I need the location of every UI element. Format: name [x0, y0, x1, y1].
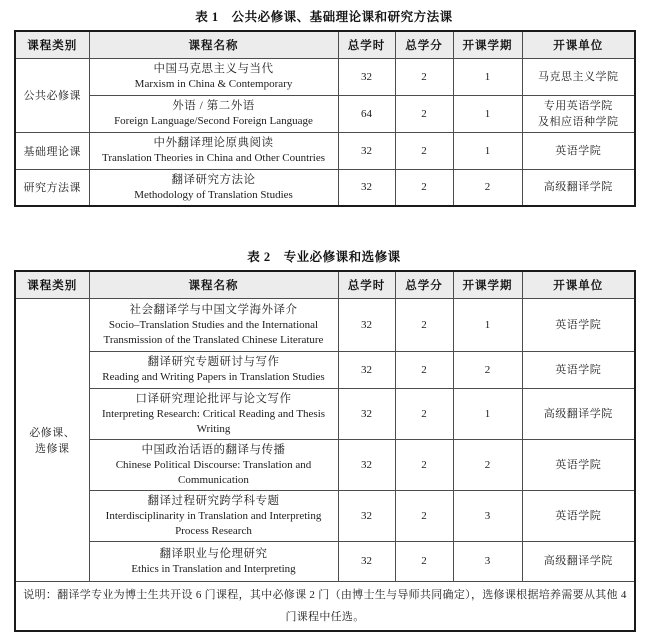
category-line2: 选修课 — [35, 442, 70, 455]
course-name-zh: 翻译职业与伦理研究 — [159, 547, 268, 560]
total-credits-cell: 2 — [395, 169, 453, 206]
course-name-cell — [89, 169, 338, 206]
offering-unit-cell: 英语学院 — [522, 439, 635, 490]
course-name-zh: 中国马克思主义与当代 — [153, 63, 274, 75]
course-name-cell — [89, 490, 338, 541]
category-cell: 公共必修课 — [15, 58, 89, 132]
table-row — [15, 95, 635, 132]
course-name-zh: 翻译研究专题研讨与写作 — [147, 356, 280, 368]
col-header-course-name: 课程名称 — [89, 271, 338, 298]
course-name-en: Interpreting Research: Critical Reading and Thesis Writing — [101, 407, 326, 435]
offering-unit-cell: 英语学院 — [522, 132, 635, 169]
total-credits-cell: 2 — [395, 541, 453, 581]
table1 — [14, 30, 636, 207]
table-row — [15, 132, 635, 169]
course-name-cell — [89, 298, 338, 351]
total-credits-cell: 2 — [395, 490, 453, 541]
category-cell: 基础理论课 — [15, 132, 89, 169]
semester-cell: 1 — [453, 132, 522, 169]
total-credits-cell: 2 — [395, 132, 453, 169]
table-row — [15, 351, 635, 388]
col-header-category: 课程类别 — [15, 271, 89, 298]
total-hours-cell: 32 — [338, 169, 395, 206]
category-cell: 研究方法课 — [15, 169, 89, 206]
semester-cell: 3 — [453, 490, 522, 541]
offering-unit-cell: 马克思主义学院 — [522, 58, 635, 95]
offering-unit-cell: 高级翻译学院 — [522, 541, 635, 581]
course-name-zh: 社会翻译学与中国文学海外译介 — [129, 303, 298, 316]
semester-cell: 1 — [453, 95, 522, 132]
offering-unit-cell: 英语学院 — [522, 351, 635, 388]
category-cell — [15, 298, 89, 581]
course-name-cell — [89, 95, 338, 132]
col-header-semester: 开课学期 — [453, 31, 522, 58]
col-header-total-credits: 总学分 — [395, 31, 453, 58]
table-note: 说明：翻译学专业为博士生共开设 6 门课程，其中必修课 2 门（由博士生与导师共同确定），选修课根据培养需要从其他 4 门课程中任选。 — [15, 581, 635, 631]
table-row — [15, 169, 635, 206]
semester-cell: 2 — [453, 169, 522, 206]
table-row — [15, 490, 635, 541]
table-row — [15, 298, 635, 351]
offering-unit-line1: 专用英语学院 — [543, 99, 613, 112]
course-name-zh: 翻译研究方法论 — [171, 173, 256, 186]
category-line1: 必修课、 — [29, 426, 76, 439]
course-name-zh: 中国政治话语的翻译与传播 — [141, 443, 286, 456]
col-header-offering-unit: 开课单位 — [522, 271, 635, 298]
col-header-offering-unit: 开课单位 — [522, 31, 635, 58]
table-row — [15, 439, 635, 490]
offering-unit-cell: 英语学院 — [522, 298, 635, 351]
course-name-en: Reading and Writing Papers in Translation Studies — [102, 371, 325, 383]
semester-cell: 2 — [453, 351, 522, 388]
semester-cell: 2 — [453, 439, 522, 490]
table1-title: 表 1 公共必修课、基础理论课和研究方法课 — [195, 10, 453, 24]
total-hours-cell: 32 — [338, 490, 395, 541]
course-name-cell — [89, 541, 338, 581]
course-name-en: Interdisciplinarity in Translation and Interpreting Process Research — [105, 509, 322, 537]
total-hours-cell: 32 — [338, 58, 395, 95]
total-hours-cell: 64 — [338, 95, 395, 132]
total-hours-cell: 32 — [338, 132, 395, 169]
col-header-total-hours: 总学时 — [338, 31, 395, 58]
table-row — [15, 541, 635, 581]
total-credits-cell: 2 — [395, 95, 453, 132]
course-name-zh: 翻译过程研究跨学科专题 — [147, 494, 280, 507]
course-name-en: Foreign Language/Second Foreign Language — [114, 115, 313, 127]
table-row — [15, 58, 635, 95]
col-header-total-credits: 总学分 — [395, 271, 453, 298]
col-header-semester: 开课学期 — [453, 271, 522, 298]
total-credits-cell: 2 — [395, 439, 453, 490]
total-hours-cell: 32 — [338, 388, 395, 439]
col-header-category: 课程类别 — [15, 31, 89, 58]
table2-title: 表 2 专业必修课和选修课 — [247, 250, 401, 264]
offering-unit-cell — [522, 95, 635, 132]
course-name-cell — [89, 439, 338, 490]
course-name-cell — [89, 388, 338, 439]
table1-header-row — [15, 31, 635, 58]
total-credits-cell: 2 — [395, 58, 453, 95]
table-note-row — [15, 581, 635, 631]
course-name-cell — [89, 58, 338, 95]
total-hours-cell: 32 — [338, 439, 395, 490]
course-name-cell — [89, 132, 338, 169]
total-hours-cell: 32 — [338, 351, 395, 388]
col-header-course-name: 课程名称 — [89, 31, 338, 58]
table-row — [15, 388, 635, 439]
total-credits-cell: 2 — [395, 388, 453, 439]
course-name-zh: 口译研究理论批评与论文写作 — [135, 392, 292, 405]
col-header-total-hours: 总学时 — [338, 271, 395, 298]
offering-unit-cell: 英语学院 — [522, 490, 635, 541]
course-name-cell — [89, 351, 338, 388]
course-name-en: Ethics in Translation and Interpreting — [131, 562, 296, 575]
total-credits-cell: 2 — [395, 298, 453, 351]
total-hours-cell: 32 — [338, 298, 395, 351]
offering-unit-cell: 高级翻译学院 — [522, 169, 635, 206]
course-name-en: Socio–Translation Studies and the International Transmission of the Translated Chinese Literature — [103, 318, 324, 346]
course-name-zh: 外语 / 第二外语 — [172, 100, 255, 112]
semester-cell: 1 — [453, 388, 522, 439]
total-credits-cell: 2 — [395, 351, 453, 388]
course-name-zh: 中外翻译理论原典阅读 — [153, 137, 274, 149]
table2 — [14, 270, 636, 632]
semester-cell: 1 — [453, 298, 522, 351]
course-name-en: Chinese Political Discourse: Translation and Communication — [115, 458, 312, 486]
course-name-en: Translation Theories in China and Other Countries — [101, 152, 326, 164]
semester-cell: 3 — [453, 541, 522, 581]
total-hours-cell: 32 — [338, 541, 395, 581]
table2-header-row — [15, 271, 635, 298]
semester-cell: 1 — [453, 58, 522, 95]
course-name-en: Marxism in China & Contemporary — [134, 78, 293, 90]
offering-unit-cell: 高级翻译学院 — [522, 388, 635, 439]
course-name-en: Methodology of Translation Studies — [134, 188, 293, 201]
offering-unit-line2: 及相应语种学院 — [538, 115, 619, 128]
